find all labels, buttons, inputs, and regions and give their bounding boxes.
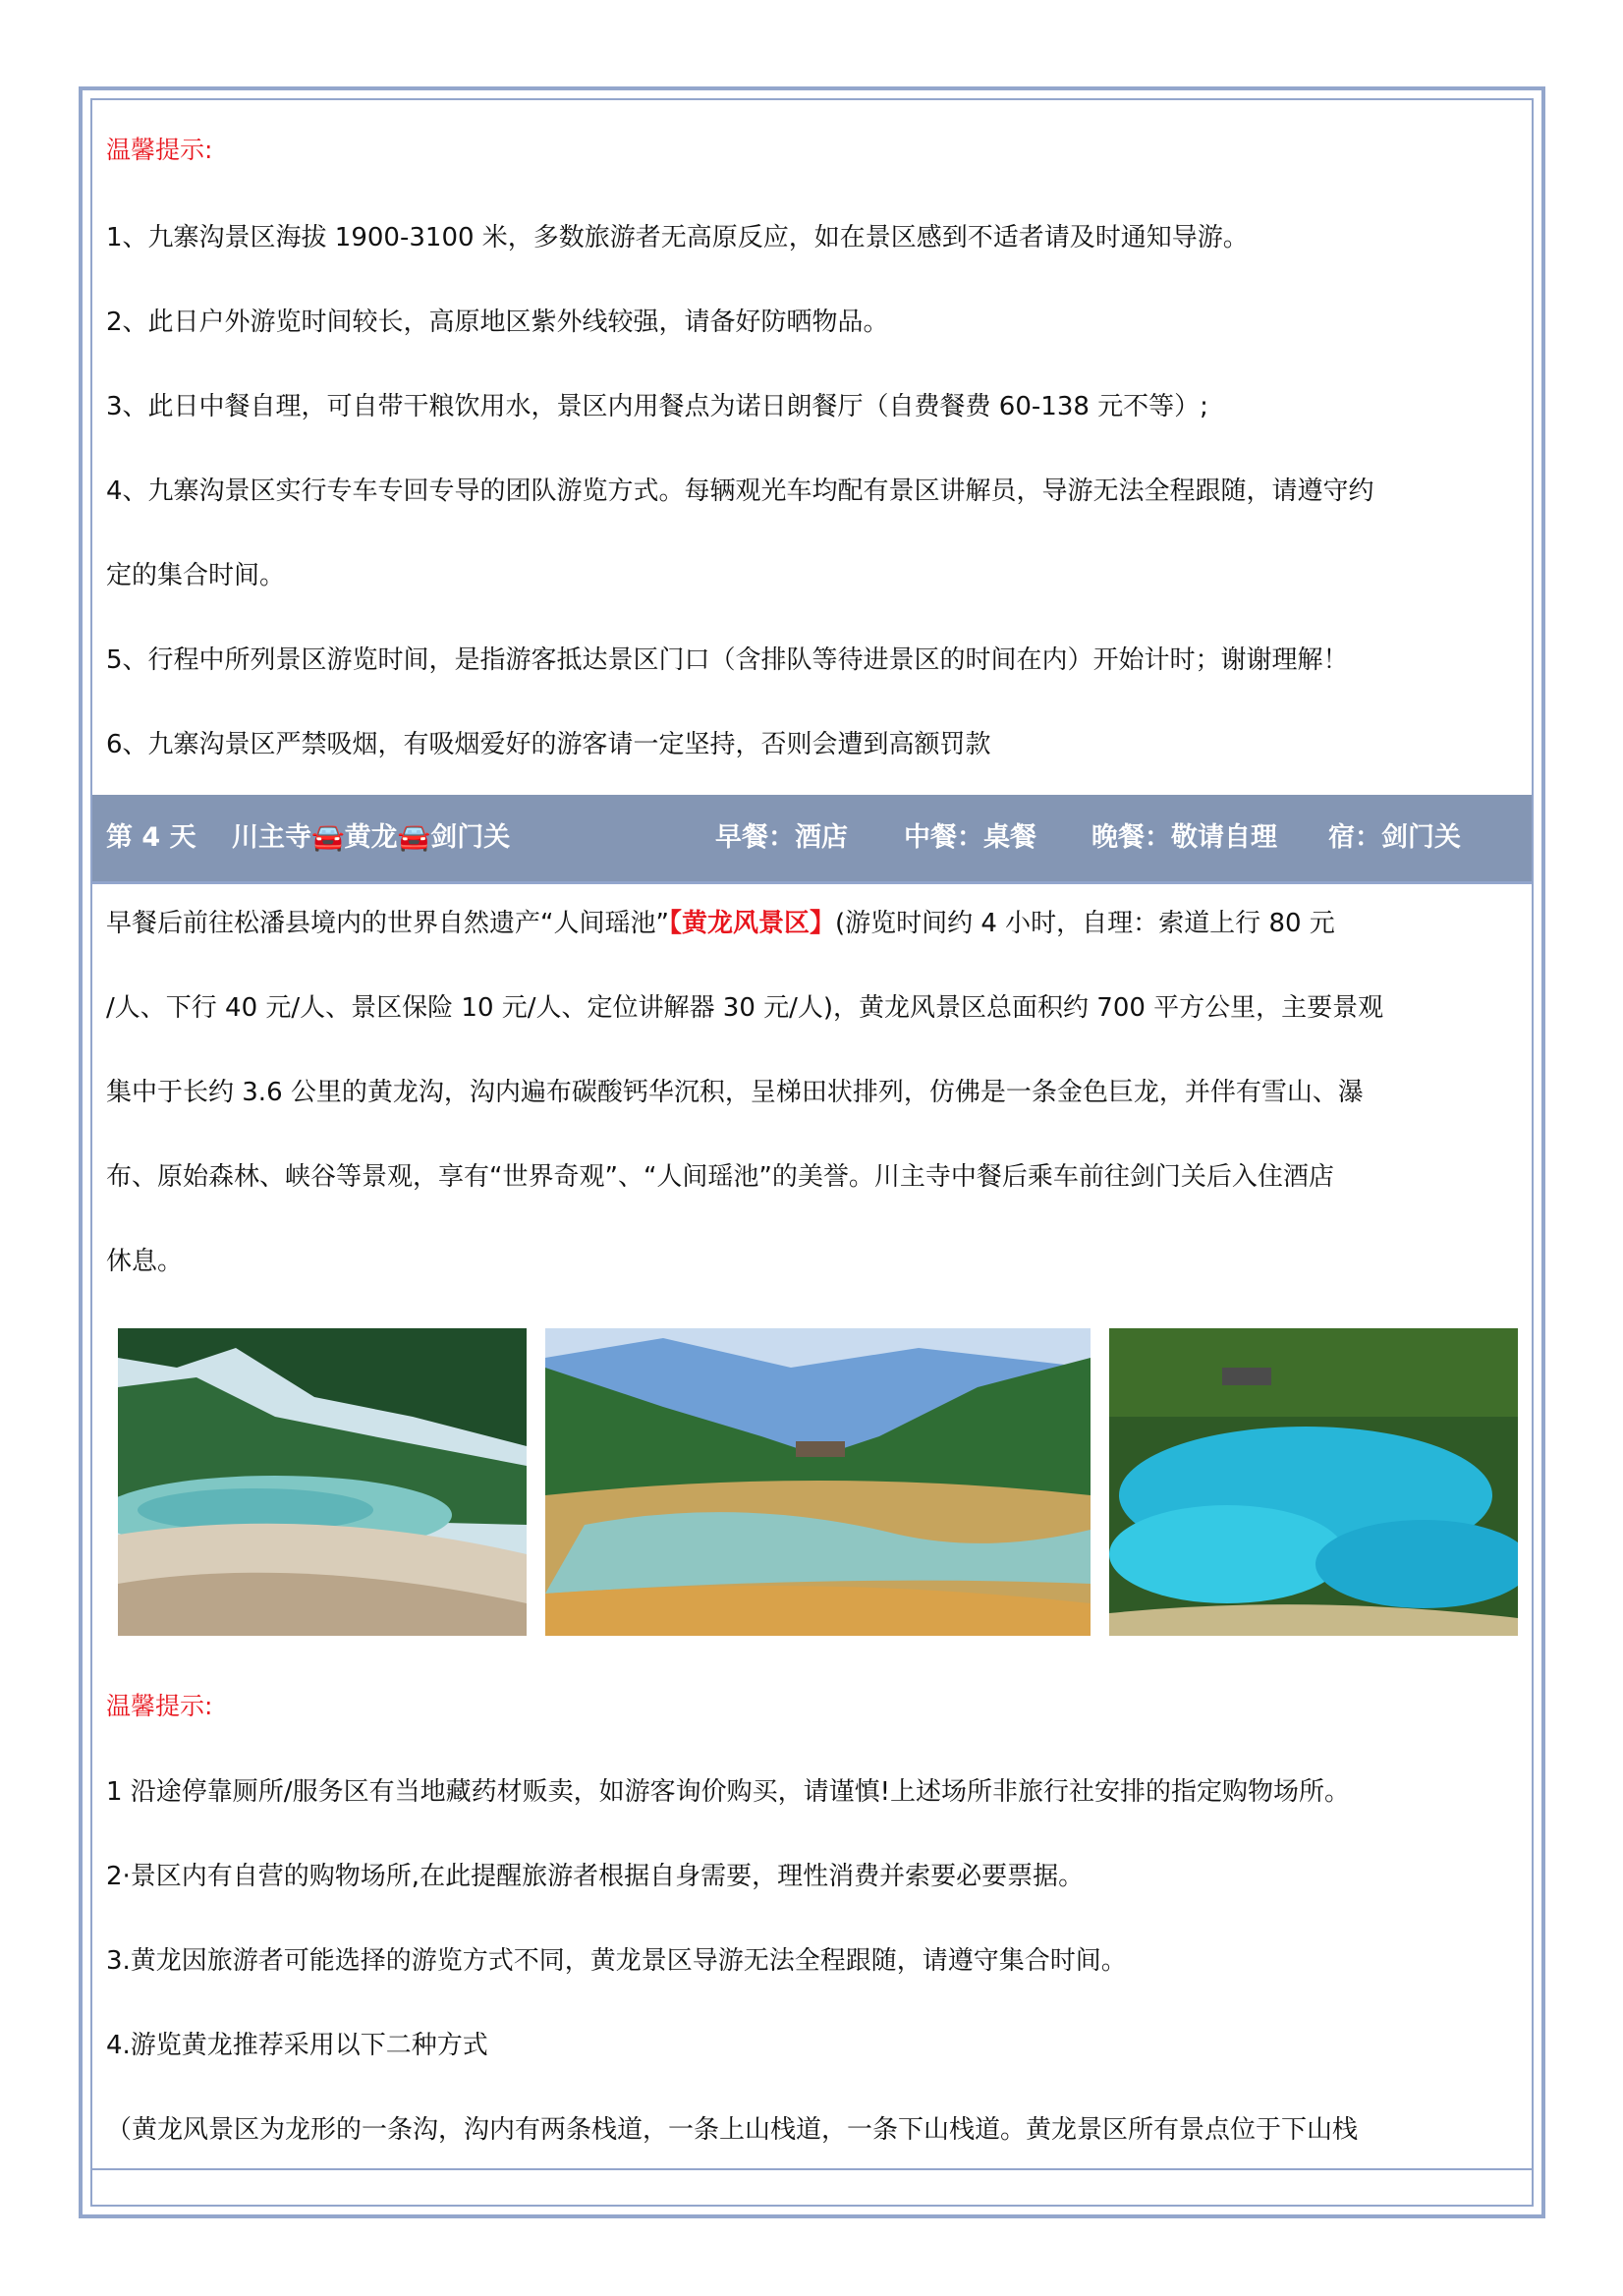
lunch-info: 中餐：桌餐 [904,822,1036,853]
tip-item: 1、九寨沟景区海拔 1900-3100 米，多数旅游者无高原反应，如在景区感到不适者请及时通知导游。 [106,223,1249,252]
tip-item: 2·景区内有自营的购物场所,在此提醒旅游者根据自身需要，理性消费并索要必要票据。 [106,1862,1085,1891]
tip-item: （黄龙风景区为龙形的一条沟，沟内有两条栈道，一条上山栈道，一条下山栈道。黄龙景区所有景点位于下山栈 [106,2115,1359,2145]
tip-item: 1 沿途停靠厕所/服务区有当地藏药材贩卖，如游客询价购买，请谨慎!上述场所非旅行社安排的指定购物场所。 [106,1777,1350,1807]
scenic-highlight: 【黄龙风景区】 [668,909,835,938]
tip-item: 2、此日户外游览时间较长，高原地区紫外线较强，请备好防晒物品。 [106,308,889,337]
tip-item: 3.黄龙因旅游者可能选择的游览方式不同，黄龙景区导游无法全程跟随，请遵守集合时间。 [106,1946,1127,1976]
day-route: 川主寺🚘黄龙🚘剑门关 [232,822,511,853]
description-line [106,908,1521,939]
dinner-info: 晚餐：敬请自理 [1091,822,1277,853]
description-line: 休息。 [106,1247,184,1276]
stay-info: 宿：剑门关 [1328,822,1461,853]
description-text: 早餐后前往松潘县境内的世界自然遗产“人间瑶池” [106,909,669,938]
tips-title: 温馨提示: [106,1692,213,1720]
tip-item: 3、此日中餐自理，可自带干粮饮用水，景区内用餐点为诺日朗餐厅（自费餐费 60-138 元不等）; [106,392,1208,421]
description-line: 布、原始森林、峡谷等景观，享有“世界奇观”、“人间瑶池”的美誉。川主寺中餐后乘车前往剑门关后入住酒店 [106,1162,1334,1192]
tip-item: 4、九寨沟景区实行专车专回专导的团队游览方式。每辆观光车均配有景区讲解员，导游无法全程跟随，请遵守约 [106,476,1374,506]
description-line: /人、下行 40 元/人、景区保险 10 元/人、定位讲解器 30 元/人)，黄龙风景区总面积约 700 平方公里，主要景观 [106,993,1384,1023]
day-bar-rule [92,881,1532,884]
tip-item: 6、九寨沟景区严禁吸烟，有吸烟爱好的游客请一定坚持，否则会遭到高额罚款 [106,730,991,759]
breakfast-info: 早餐：酒店 [715,822,848,853]
photo-huanglong-pools-2 [545,1328,1091,1636]
photo-huanglong-pools-1 [118,1328,527,1636]
description-text: (游览时间约 4 小时，自理：索道上行 80 元 [834,909,1335,938]
description-line: 集中于长约 3.6 公里的黄龙沟，沟内遍布碳酸钙华沉积，呈梯田状排列，仿佛是一条金色巨龙，并伴有雪山、瀑 [106,1078,1364,1107]
tip-item: 5、行程中所列景区游览时间，是指游客抵达景区门口（含排队等待进景区的时间在内）开始计时；谢谢理解！ [106,645,1349,675]
photo-huanglong-pools-3 [1109,1328,1518,1636]
day-number: 第 4 天 [106,822,196,853]
day-header-bar [92,795,1532,881]
bottom-rule [92,2168,1532,2170]
tip-item: 4.游览黄龙推荐采用以下二种方式 [106,2031,488,2060]
tips-title: 温馨提示: [106,136,213,164]
tip-item: 定的集合时间。 [106,561,286,590]
